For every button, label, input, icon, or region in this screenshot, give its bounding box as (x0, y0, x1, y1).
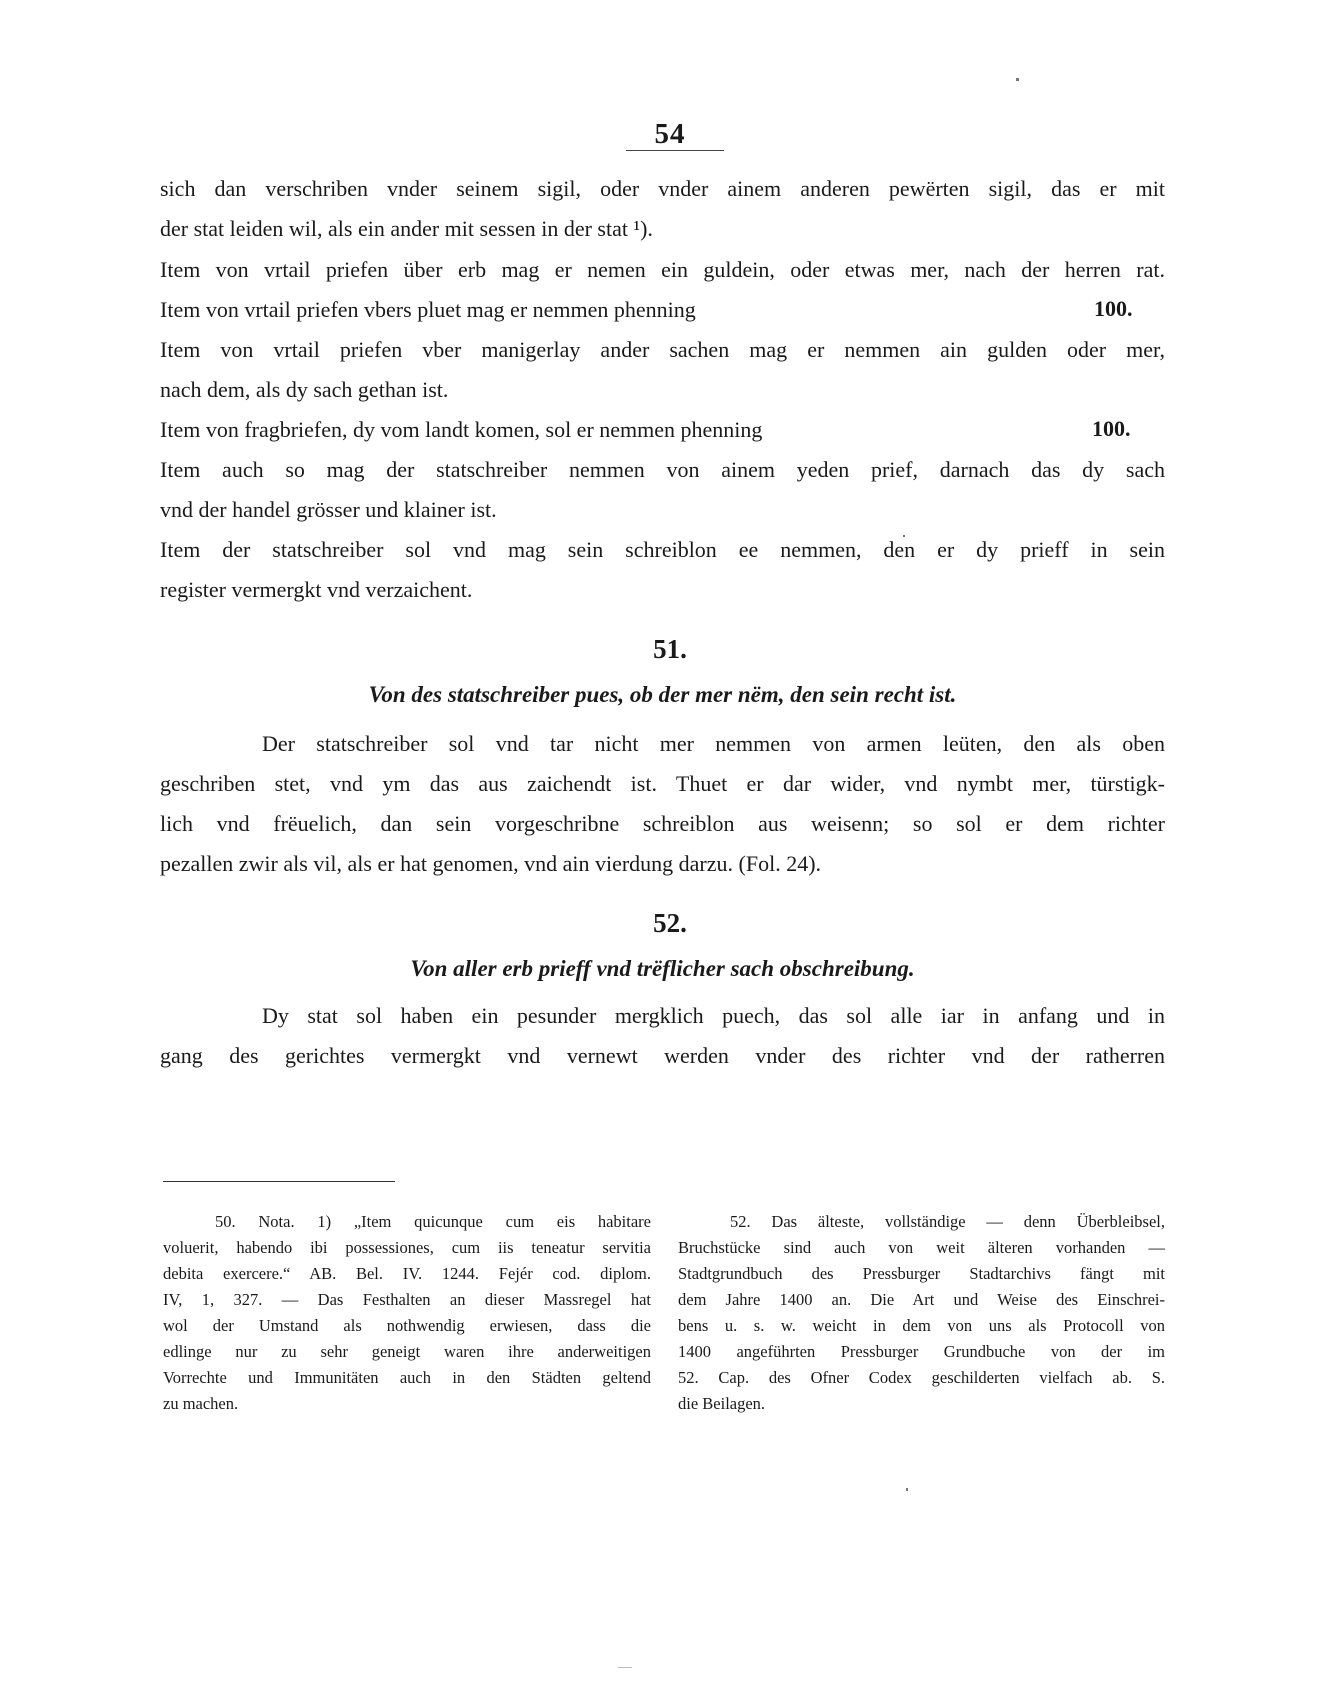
text-line: der stat leiden wil, als ein ander mit sessen in der stat ¹). (160, 216, 653, 241)
text-line: Item der statschreiber sol vnd mag sein schreiblon ee nemmen, den er dy prieff in sein (160, 537, 1165, 562)
text-line: register vermergkt vnd verzaichent. (160, 577, 473, 602)
footnote-line: dem Jahre 1400 an. Die Art und Weise des Einschrei- (678, 1290, 1165, 1309)
section-title-51: Von des statschreiber pues, ob der mer nëm, den sein recht ist. (368, 682, 957, 707)
amount-fragbriefen: 100. (1092, 416, 1131, 441)
footnote-line: wol der Umstand als nothwendig erwiesen, dass die (163, 1316, 651, 1335)
text-line: Item von vrtail priefen vbers pluet mag er nemmen phenning (160, 297, 696, 322)
footnote-line: debita exercere.“ AB. Bel. IV. 1244. Fejér cod. diplom. (163, 1264, 651, 1283)
text-line: sich dan verschriben vnder seinem sigil, oder vnder ainem anderen pewërten sigil, das er mit (160, 176, 1165, 201)
section-number-52: 52. (653, 908, 687, 938)
footnote-line: voluerit, habendo ibi possessiones, cum iis teneatur servitia (163, 1238, 651, 1257)
text-line: Item von vrtail priefen vber manigerlay ander sachen mag er nemmen ain gulden oder mer, (160, 337, 1165, 362)
page-number-rule (626, 150, 724, 151)
footnote-line: IV, 1, 327. — Das Festhalten an dieser Massregel hat (163, 1290, 651, 1309)
text-line: Item auch so mag der statschreiber nemmen von ainem yeden prief, darnach das dy sach (160, 457, 1165, 482)
footnote-line: Stadtgrundbuch des Pressburger Stadtarchivs fängt mit (678, 1264, 1165, 1283)
scan-speck (903, 535, 905, 537)
text-line: lich vnd frëuelich, dan sein vorgeschribne schreiblon aus weisenn; so sol er dem richter (160, 811, 1165, 836)
page-number: 54 (654, 118, 686, 150)
text-line: Item von fragbriefen, dy vom landt komen, sol er nemmen phenning (160, 417, 763, 442)
text-line: vnd der handel grösser und klainer ist. (160, 497, 497, 522)
text-line: Der statschreiber sol vnd tar nicht mer nemmen von armen leüten, den als oben (262, 731, 1165, 756)
footnote-line: 1400 angeführten Pressburger Grundbuche von der im (678, 1342, 1165, 1361)
text-line: pezallen zwir als vil, als er hat genomen, vnd ain vierdung darzu. (Fol. 24). (160, 851, 822, 876)
text-line: gang des gerichtes vermergkt vnd vernewt werden vnder des richter vnd der ratherren (160, 1043, 1165, 1068)
section-title-52: Von aller erb prieff vnd trëflicher sach obschreibung. (410, 956, 915, 981)
text-line: geschriben stet, vnd ym das aus zaichendt ist. Thuet er dar wider, vnd nymbt mer, türstigk- (160, 771, 1165, 796)
footnote-rule (163, 1181, 395, 1182)
scan-speck (906, 1488, 908, 1491)
text-line: Item von vrtail priefen über erb mag er nemen ein guldein, oder etwas mer, nach der herren rat. (160, 257, 1165, 282)
footnote-line: 50. Nota. 1) „Item quicunque cum eis habitare (215, 1212, 651, 1231)
footnote-line: bens u. s. w. weicht in dem von uns als Protocoll von (678, 1316, 1165, 1335)
footnote-line: 52. Cap. des Ofner Codex geschilderten vielfach ab. S. (678, 1368, 1165, 1387)
footnote-line: Bruchstücke sind auch von weit älteren vorhanden — (678, 1238, 1165, 1257)
scan-speck (618, 1667, 632, 1668)
footnote-line: zu machen. (163, 1394, 239, 1413)
footnote-line: die Beilagen. (678, 1394, 766, 1413)
section-number-51: 51. (653, 634, 687, 664)
footnote-line: edlinge nur zu sehr geneigt waren ihre anderweitigen (163, 1342, 651, 1361)
footnote-line: 52. Das älteste, vollständige — denn Überbleibsel, (730, 1212, 1165, 1231)
scan-speck (1016, 78, 1019, 81)
text-line: nach dem, als dy sach gethan ist. (160, 377, 449, 402)
amount-pluet: 100. (1094, 296, 1133, 321)
footnote-line: Vorrechte und Immunitäten auch in den Städten geltend (163, 1368, 651, 1387)
text-line: Dy stat sol haben ein pesunder mergklich puech, das sol alle iar in anfang und in (262, 1003, 1165, 1028)
